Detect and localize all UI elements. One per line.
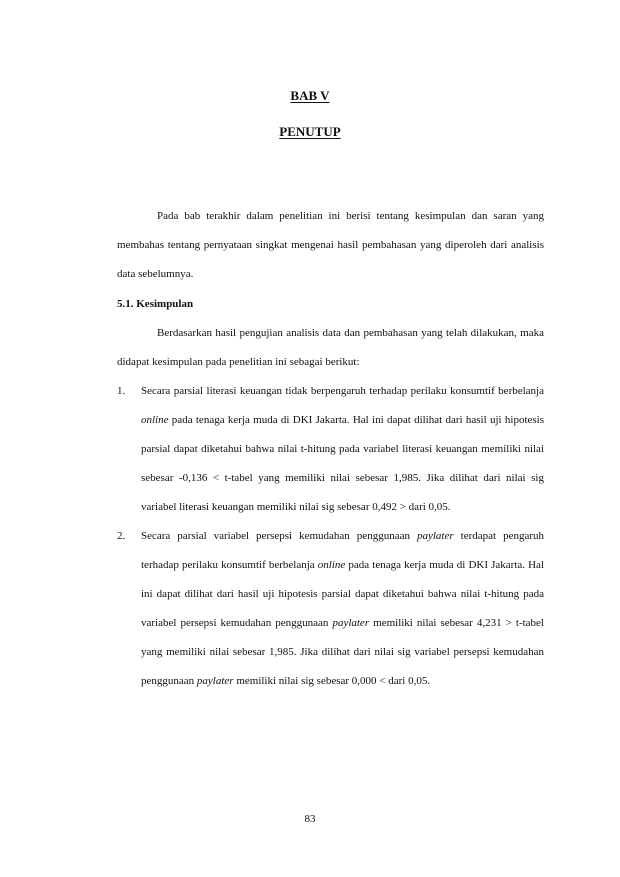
list-item-text: memiliki nilai sig sebesar 0,000 < dari 0,05. <box>233 675 431 687</box>
chapter-title: PENUTUP <box>279 124 341 139</box>
list-item <box>117 522 544 696</box>
conclusion-list <box>117 377 544 696</box>
list-item-italic-term: paylater <box>196 675 234 687</box>
list-item-text: pada tenaga kerja muda di DKI Jakarta. Hal ini dapat dilihat dari hasil uji hipotesis parsial dapat diketahui bahwa nilai t-hitung pada variabel literasi keuangan memiliki nilai sebesar -0,136 < t-tabel yang memiliki nilai sebesar 1,985. Jika dilihat dari nilai sig variabel literasi keuangan memiliki nilai sig sebesar 0,492 > dari 0,05. <box>141 414 544 513</box>
list-item-text: Secara parsial literasi keuangan tidak berpengaruh terhadap perilaku konsumtif berbelanja <box>141 385 544 397</box>
list-item-number: 1. <box>117 385 126 397</box>
section-paragraph: Berdasarkan hasil pengujian analisis data dan pembahasan yang telah dilakukan, maka didapat kesimpulan pada penelitian ini sebagai berikut: <box>117 327 544 368</box>
page-number: 83 <box>304 813 316 825</box>
list-item-italic-term: paylater <box>416 530 454 542</box>
list-item-text: terdapat pengaruh terhadap perilaku konsumtif berbelanja <box>141 530 544 571</box>
intro-paragraph: Pada bab terakhir dalam penelitian ini berisi tentang kesimpulan dan saran yang membahas tentang pernyataan singkat mengenai hasil pembahasan yang diperoleh dari analisis data sebelumnya. <box>117 210 544 280</box>
list-item <box>117 377 544 522</box>
chapter-heading: BAB V <box>290 88 330 103</box>
list-item-text: memiliki nilai sebesar 4,231 > t-tabel yang memiliki nilai sebesar 1,985. Jika dilihat dari nilai sig variabel persepsi kemudahan penggunaan <box>141 617 544 687</box>
conclusion-section <box>117 290 544 696</box>
list-item-number: 2. <box>117 530 126 542</box>
list-item-text: pada tenaga kerja muda di DKI Jakarta. Hal ini dapat dilihat dari hasil uji hipotesis parsial dapat diketahui bahwa nilai t-hitung pada variabel persepsi kemudahan penggunaan <box>141 559 545 629</box>
list-item-italic-term: paylater <box>332 617 370 629</box>
list-item-italic-term: online <box>317 559 346 571</box>
intro-section <box>117 202 544 289</box>
list-item-italic-term: online <box>141 414 169 426</box>
section-title: 5.1. Kesimpulan <box>117 298 194 310</box>
list-item-text: Secara parsial variabel persepsi kemudahan penggunaan <box>141 530 417 542</box>
